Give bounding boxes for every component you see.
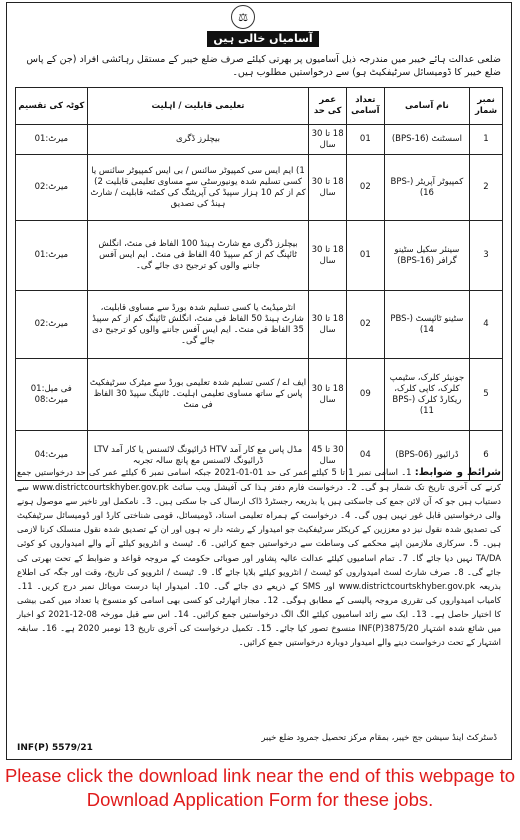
intro-paragraph: ضلعی عدالت ہائے خیبر میں مندرجہ ذیل آسامیوں پر بھرتی کیلئے صرف ضلع خیبر کے مستقل رہائشی افراد (جن کے پاس ضلع خیبر کا ڈومیسائل سرٹیفکیٹ ہو) سے درخواستیں مطلوب ہیں۔ [26,54,501,78]
row-quota: فی میل:01 میرٹ:08 [16,359,88,431]
row-quantity: 01 [346,125,384,155]
newspaper-advertisement [6,2,512,760]
row-age: 18 تا 30 سال [309,125,347,155]
row-quota: میرٹ:04 [16,431,88,481]
col-header-qualification: تعلیمی قابلیت / اہلیت [87,88,309,125]
issuing-authority: ڈسٹرکٹ اینڈ سیشن جج خیبر، بمقام مرکز تحصیل جمرود ضلع خیبر [261,733,497,743]
terms-title: شرائط و ضوابط: [414,467,501,478]
ad-banner: آسامیاں خالی ہیں [207,31,319,47]
row-quantity: 09 [346,359,384,431]
row-number: 6 [470,431,503,481]
row-post: جونیئر کلرک، سٹیمپ کلرک، کاپی کلرک، ریکارڈ کلرک (BPS-11) [384,359,469,431]
row-number: 3 [470,221,503,291]
row-quantity: 01 [346,221,384,291]
row-post: ڈرائیور (BPS-06) [384,431,469,481]
col-header-number: نمبر شمار [470,88,503,125]
row-post: سینئر سکیل سٹینو گرافر (BPS-16) [384,221,469,291]
row-quantity: 04 [346,431,384,481]
col-header-age: عمر کی حد [309,88,347,125]
row-qualification: بیچلرز ڈگری [87,125,309,155]
table-row [16,221,503,291]
row-quota: میرٹ:02 [16,155,88,221]
row-qualification: ایف اے / کسی تسلیم شدہ تعلیمی بورڈ سے میٹرک سرٹیفکیٹ پاس کے ساتھ مساوی تعلیمی اہلیت۔ ٹائپنگ سپیڈ 30 الفاظ فی منٹ [87,359,309,431]
table-row [16,125,503,155]
row-age: 18 تا 30 سال [309,359,347,431]
row-quantity: 02 [346,155,384,221]
row-quota: میرٹ:02 [16,291,88,359]
row-age: 30 تا 45 سال [309,431,347,481]
ad-header [7,3,511,49]
table-row [16,359,503,431]
row-qualification: بیچلرز ڈگری مع شارٹ ہینڈ 100 الفاظ فی منٹ، انگلش ٹائپنگ کم از کم سپیڈ 40 الفاظ فی منٹ۔ ایم ایس آفس جاننے والوں کو ترجیح دی جائے گی۔ [87,221,309,291]
row-post: اسسٹنٹ (BPS-16) [384,125,469,155]
inf-reference: INF(P) 5579/21 [17,743,93,753]
ad-footer [17,733,501,757]
row-number: 5 [470,359,503,431]
col-header-post: نام آسامی [384,88,469,125]
row-post: سٹینو ٹائپسٹ (PBS-14) [384,291,469,359]
row-age: 18 تا 30 سال [309,155,347,221]
terms-and-conditions [17,465,501,649]
row-quantity: 02 [346,291,384,359]
terms-body: 1۔ اسامی نمبر 1 تا 5 کیلئے عمر کی حد 01-01-2021 جبکہ اسامی نمبر 6 کیلئے عمر کی حد درخواستیں جمع کرنے کی آخری تاریخ تک شمار ہو گی۔ 2۔ درخواست فارم دفتر ہذا کی آفیشل ویب سائٹ www.districtcourtskhyber.gov.pk سے دستیاب ہیں جو کہ آن لائن جمع کی جاسکتی ہیں یا بذریعہ رجسٹرڈ ڈاک ارسال کی جا سکتی ہیں۔ 3۔ نامکمل اور تاخیر سے موصول ہونے والی درخواستیں قابل غور نہیں ہوں گی۔ 4۔ درخواست کے ہمراہ تعلیمی اسناد، ڈومیسائل، قومی شناختی کارڈ اور ڈومیسائل سرٹیفکیٹ کی تصدیق شدہ نقول نیز دو معززین کے کریکٹر سرٹیفکیٹ جو امیدوار کے رشتہ دار نہ ہوں اور ان کے تصدیق شدہ نقول منسلک کرنا لازمی ہیں۔ 5۔ سرکاری ملازمین اپنے محکمے کی وساطت سے درخواستیں جمع کرائیں۔ 6۔ ٹیسٹ و انٹرویو کیلئے آنے والے امیدواروں کو کوئی TA/DA نہیں دیا جائے گا۔ 7۔ تمام اسامیوں کیلئے عدالت عالیہ پشاور اور صوبائی حکومت کے مروجہ قواعد و ضوابط کے تحت بھرتی کی جائے گی۔ 8۔ صرف شارٹ لسٹ امیدواروں کو ٹیسٹ / انٹرویو کیلئے بلایا جائے گا۔ 9۔ ٹیسٹ / انٹرویو کی تاریخ، وقت اور جگہ کی اطلاع بذریعہ www.districtcourtskhyber.gov.pk اور SMS کے ذریعے دی جائے گی۔ 10۔ امیدوار اپنا درست موبائل نمبر درج کریں۔ 11۔ کامیاب امیدواروں کی تقرری مروجہ پالیسی کے مطابق ہوگی۔ 12۔ مجاز اتھارٹی کو کسی بھی اسامی کو منسوخ یا تعداد میں کمی بیشی کا اختیار حاصل ہے۔ 13۔ ایک سے زائد اسامیوں کیلئے الگ الگ درخواستیں جمع کرائیں۔ 14۔ اس سے قبل مورخہ 08-12-2021 کو اخبار میں شائع شدہ اشتہار INF(P)3875/20 منسوخ تصور کیا جائے۔ 15۔ تکمیل درخواست کی آخری تاریخ 13 نومبر 2020 ہے۔ 16۔ سابقہ اشتہار کے تحت درخواست دینے والے امیدوار دوبارہ درخواستیں جمع کرائیں۔ [17,467,502,648]
table-row [16,291,503,359]
row-qualification: انٹرمیڈیٹ یا کسی تسلیم شدہ بورڈ سے مساوی قابلیت، شارٹ ہینڈ 50 الفاظ فی منٹ، انگلش ٹائپنگ کم از کم سپیڈ 35 الفاظ فی منٹ۔ ایم ایس آفس جاننے والوں کو ترجیح دی جائے گی۔ [87,291,309,359]
row-number: 1 [470,125,503,155]
table-header-row [16,88,503,125]
download-notice: Please click the download link near the end of this webpage to Download Application Form for these jobs. [4,765,516,810]
table-row [16,155,503,221]
row-qualification: 1) ایم ایس سی کمپیوٹر سائنس / بی ایس کمپیوٹر سائنس یا کسی تسلیم شدہ یونیورسٹی سے مساوی تعلیمی قابلیت 2) کم از کم 10 ہزار سپیڈ کی آپریٹنگ کی کمٹنہ قابلیت / شارٹ ہینڈ کی تصدیق [87,155,309,221]
row-quota: میرٹ:01 [16,125,88,155]
row-post: کمپیوٹر آپریٹر (BPS-16) [384,155,469,221]
row-age: 18 تا 30 سال [309,221,347,291]
court-emblem-icon: ⚖ [231,5,255,29]
row-number: 4 [470,291,503,359]
row-number: 2 [470,155,503,221]
col-header-quantity: تعداد آسامی [346,88,384,125]
row-qualification: مڈل پاس مع کار آمد HTV ڈرائیونگ لائسنس یا کار آمد LTV ڈرائیونگ لائسنس مع پانچ سالہ تجربہ [87,431,309,481]
row-age: 18 تا 30 سال [309,291,347,359]
vacancy-table [15,87,503,481]
row-quota: میرٹ:01 [16,221,88,291]
col-header-quota: کوٹہ کی تقسیم [16,88,88,125]
